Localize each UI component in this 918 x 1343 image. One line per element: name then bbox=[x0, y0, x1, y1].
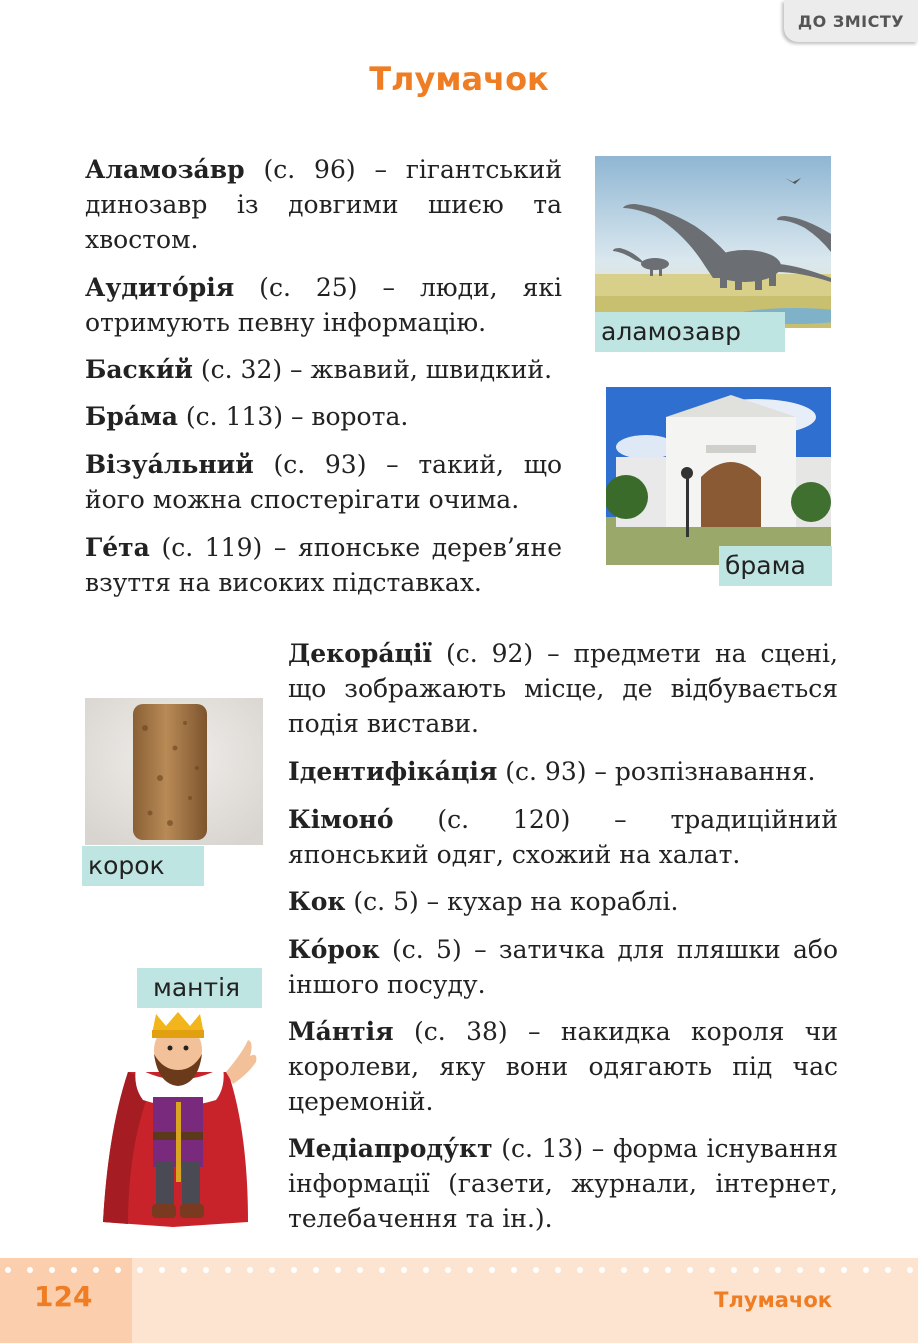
entry-definition: (с. 92) – предмети на сцені, що зображають місце, де відбувається подія вистави. bbox=[288, 639, 838, 738]
entry-media-product bbox=[288, 1131, 838, 1236]
entry-term: Кок bbox=[288, 887, 346, 916]
to-contents-tab[interactable]: ДО ЗМІСТУ bbox=[784, 0, 918, 42]
footer-section-title: Тлумачок bbox=[714, 1288, 832, 1312]
entry-definition: (с. 5) – кухар на кораблі. bbox=[345, 887, 679, 916]
entry-term: Ідентифіка́ція bbox=[288, 757, 498, 786]
gate-image bbox=[606, 387, 831, 565]
cork-caption: корок bbox=[82, 846, 204, 886]
entry-mantle bbox=[288, 1014, 838, 1119]
cork-image bbox=[85, 698, 263, 845]
alamosaur-caption: аламозавр bbox=[595, 312, 785, 352]
entry-term: Баски́й bbox=[85, 355, 193, 384]
entry-definition: (с. 119) – японське дерев’яне взуття на високих підставках. bbox=[85, 533, 562, 597]
entry-definition: (с. 113) – ворота. bbox=[177, 402, 409, 431]
entry-definition: (с. 32) – жвавий, швидкий. bbox=[192, 355, 553, 384]
entry-cork bbox=[288, 932, 838, 1002]
page-number: 124 bbox=[34, 1280, 93, 1313]
entry-term: Бра́ма bbox=[85, 402, 178, 431]
entry-definition: (с. 38) – накидка короля чи королеви, яку вони одягають під час церемоній. bbox=[288, 1017, 838, 1116]
entry-term: Ко́рок bbox=[288, 935, 380, 964]
ornament-border bbox=[0, 1262, 918, 1278]
alamosaur-image bbox=[595, 156, 831, 328]
entry-term: Кімоно́ bbox=[288, 805, 394, 834]
entry-term: Медіапроду́кт bbox=[288, 1134, 493, 1163]
entry-term: Аудито́рія bbox=[85, 273, 235, 302]
entry-visual bbox=[85, 447, 562, 517]
entry-definition: (с. 25) – люди, які отримують певну інформацію. bbox=[85, 273, 562, 337]
gate-caption: брама bbox=[719, 546, 832, 586]
entry-identification bbox=[288, 754, 838, 789]
entry-term: Візуа́льний bbox=[85, 450, 254, 479]
entry-term: Ге́та bbox=[85, 533, 150, 562]
entry-alamosaur bbox=[85, 152, 562, 257]
entry-brisk bbox=[85, 352, 562, 387]
entry-cook bbox=[288, 884, 838, 919]
entry-definition: (с. 96) – гігантський динозавр із довгими шиєю та хвостом. bbox=[85, 155, 562, 254]
entry-term: Декора́ції bbox=[288, 639, 433, 668]
entry-term: Ма́нтія bbox=[288, 1017, 394, 1046]
entry-kimono bbox=[288, 802, 838, 872]
entry-scenery bbox=[288, 636, 838, 741]
entry-definition: (с. 93) – такий, що його можна спостерігати очима. bbox=[85, 450, 562, 514]
king-illustration bbox=[98, 1012, 262, 1234]
entry-definition: (с. 5) – затичка для пляшки або іншого посуду. bbox=[288, 935, 838, 999]
mantle-caption: мантія bbox=[137, 968, 262, 1008]
entry-definition: (с. 13) – форма існування інформації (газети, журнали, інтернет, телебачення та ін.). bbox=[288, 1134, 838, 1233]
entry-term: Аламоза́вр bbox=[85, 155, 245, 184]
entry-audience bbox=[85, 270, 562, 340]
entry-definition: (с. 120) – традиційний японський одяг, схожий на халат. bbox=[288, 805, 838, 869]
page-title: Тлумачок bbox=[369, 60, 549, 98]
entry-geta bbox=[85, 530, 562, 600]
entry-gate bbox=[85, 399, 562, 434]
entry-definition: (с. 93) – розпізнавання. bbox=[497, 757, 816, 786]
